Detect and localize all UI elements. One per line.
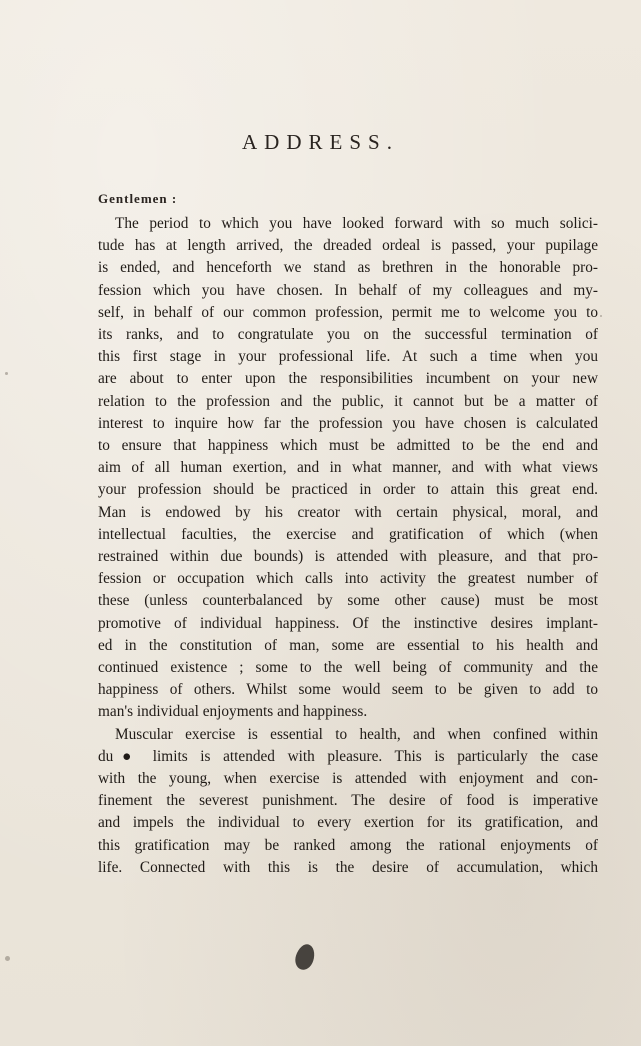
text-line: interest to inquire how far the profession you have chosen is calculated	[98, 414, 598, 432]
text-line: promotive of individual happiness. Of the instinctive desires implant-	[98, 614, 598, 632]
text-line: this first stage in your professional life. At such a time when you	[98, 348, 598, 366]
text-line: Man is endowed by his creator with certain physical, moral, and	[98, 503, 598, 521]
text-line: its ranks, and to congratulate you on the successful termination of	[98, 326, 598, 344]
text-line: The period to which you have looked forward with so much solici-	[115, 215, 598, 232]
text-line: is ended, and henceforth we stand as brethren in the honorable pro-	[98, 259, 598, 277]
salutation: Gentlemen :	[98, 191, 178, 206]
body-text	[98, 213, 598, 879]
text-line: continued existence ; some to the well being of community and the	[98, 659, 598, 677]
text-line: your profession should be practiced in order to attain this great end.	[98, 481, 598, 499]
text-line: fession which you have chosen. In behalf of my colleagues and my-	[98, 281, 598, 299]
text-line: ed in the constitution of man, some are essential to his health and	[98, 636, 598, 654]
page-heading: ADDRESS.	[242, 130, 399, 154]
text-line: man's individual enjoyments and happiness.	[98, 703, 368, 721]
text-line: self, in behalf of our common profession, permit me to welcome you to	[98, 303, 598, 321]
text-line: aim of all human exertion, and in what manner, and with what views	[98, 459, 598, 477]
paper-fleck	[5, 956, 10, 961]
text-line: du● limits is attended with pleasure. This is particularly the case	[98, 747, 598, 765]
text-line: and impels the individual to every exertion for its gratification, and	[98, 814, 598, 832]
text-line: relation to the profession and the public, it cannot but be a matter of	[98, 392, 598, 410]
text-line: finement the severest punishment. The desire of food is imperative	[98, 792, 598, 810]
text-line: intellectual faculties, the exercise and gratification of which (when	[98, 525, 598, 543]
paper-fleck	[600, 315, 602, 317]
paper-fleck	[5, 372, 8, 375]
text-line: fession or occupation which calls into activity the greatest number of	[98, 570, 598, 588]
text-line: with the young, when exercise is attended with enjoyment and con-	[98, 770, 598, 788]
text-line: are about to enter upon the responsibilities incumbent on your new	[98, 370, 598, 388]
text-line: life. Connected with this is the desire of accumulation, which	[98, 858, 598, 876]
text-line: Muscular exercise is essential to health, and when confined within	[115, 725, 598, 743]
text-line: to ensure that happiness which must be admitted to be the end and	[98, 437, 598, 455]
text-line: this gratification may be ranked among the rational enjoyments of	[98, 836, 598, 854]
text-line: these (unless counterbalanced by some other cause) must be most	[98, 592, 598, 610]
text-line: tude has at length arrived, the dreaded ordeal is passed, your pupilage	[98, 237, 598, 255]
text-line: happiness of others. Whilst some would seem to be given to add to	[98, 681, 598, 699]
ink-blot	[292, 942, 317, 972]
text-line: restrained within due bounds) is attended with pleasure, and that pro-	[98, 548, 598, 566]
